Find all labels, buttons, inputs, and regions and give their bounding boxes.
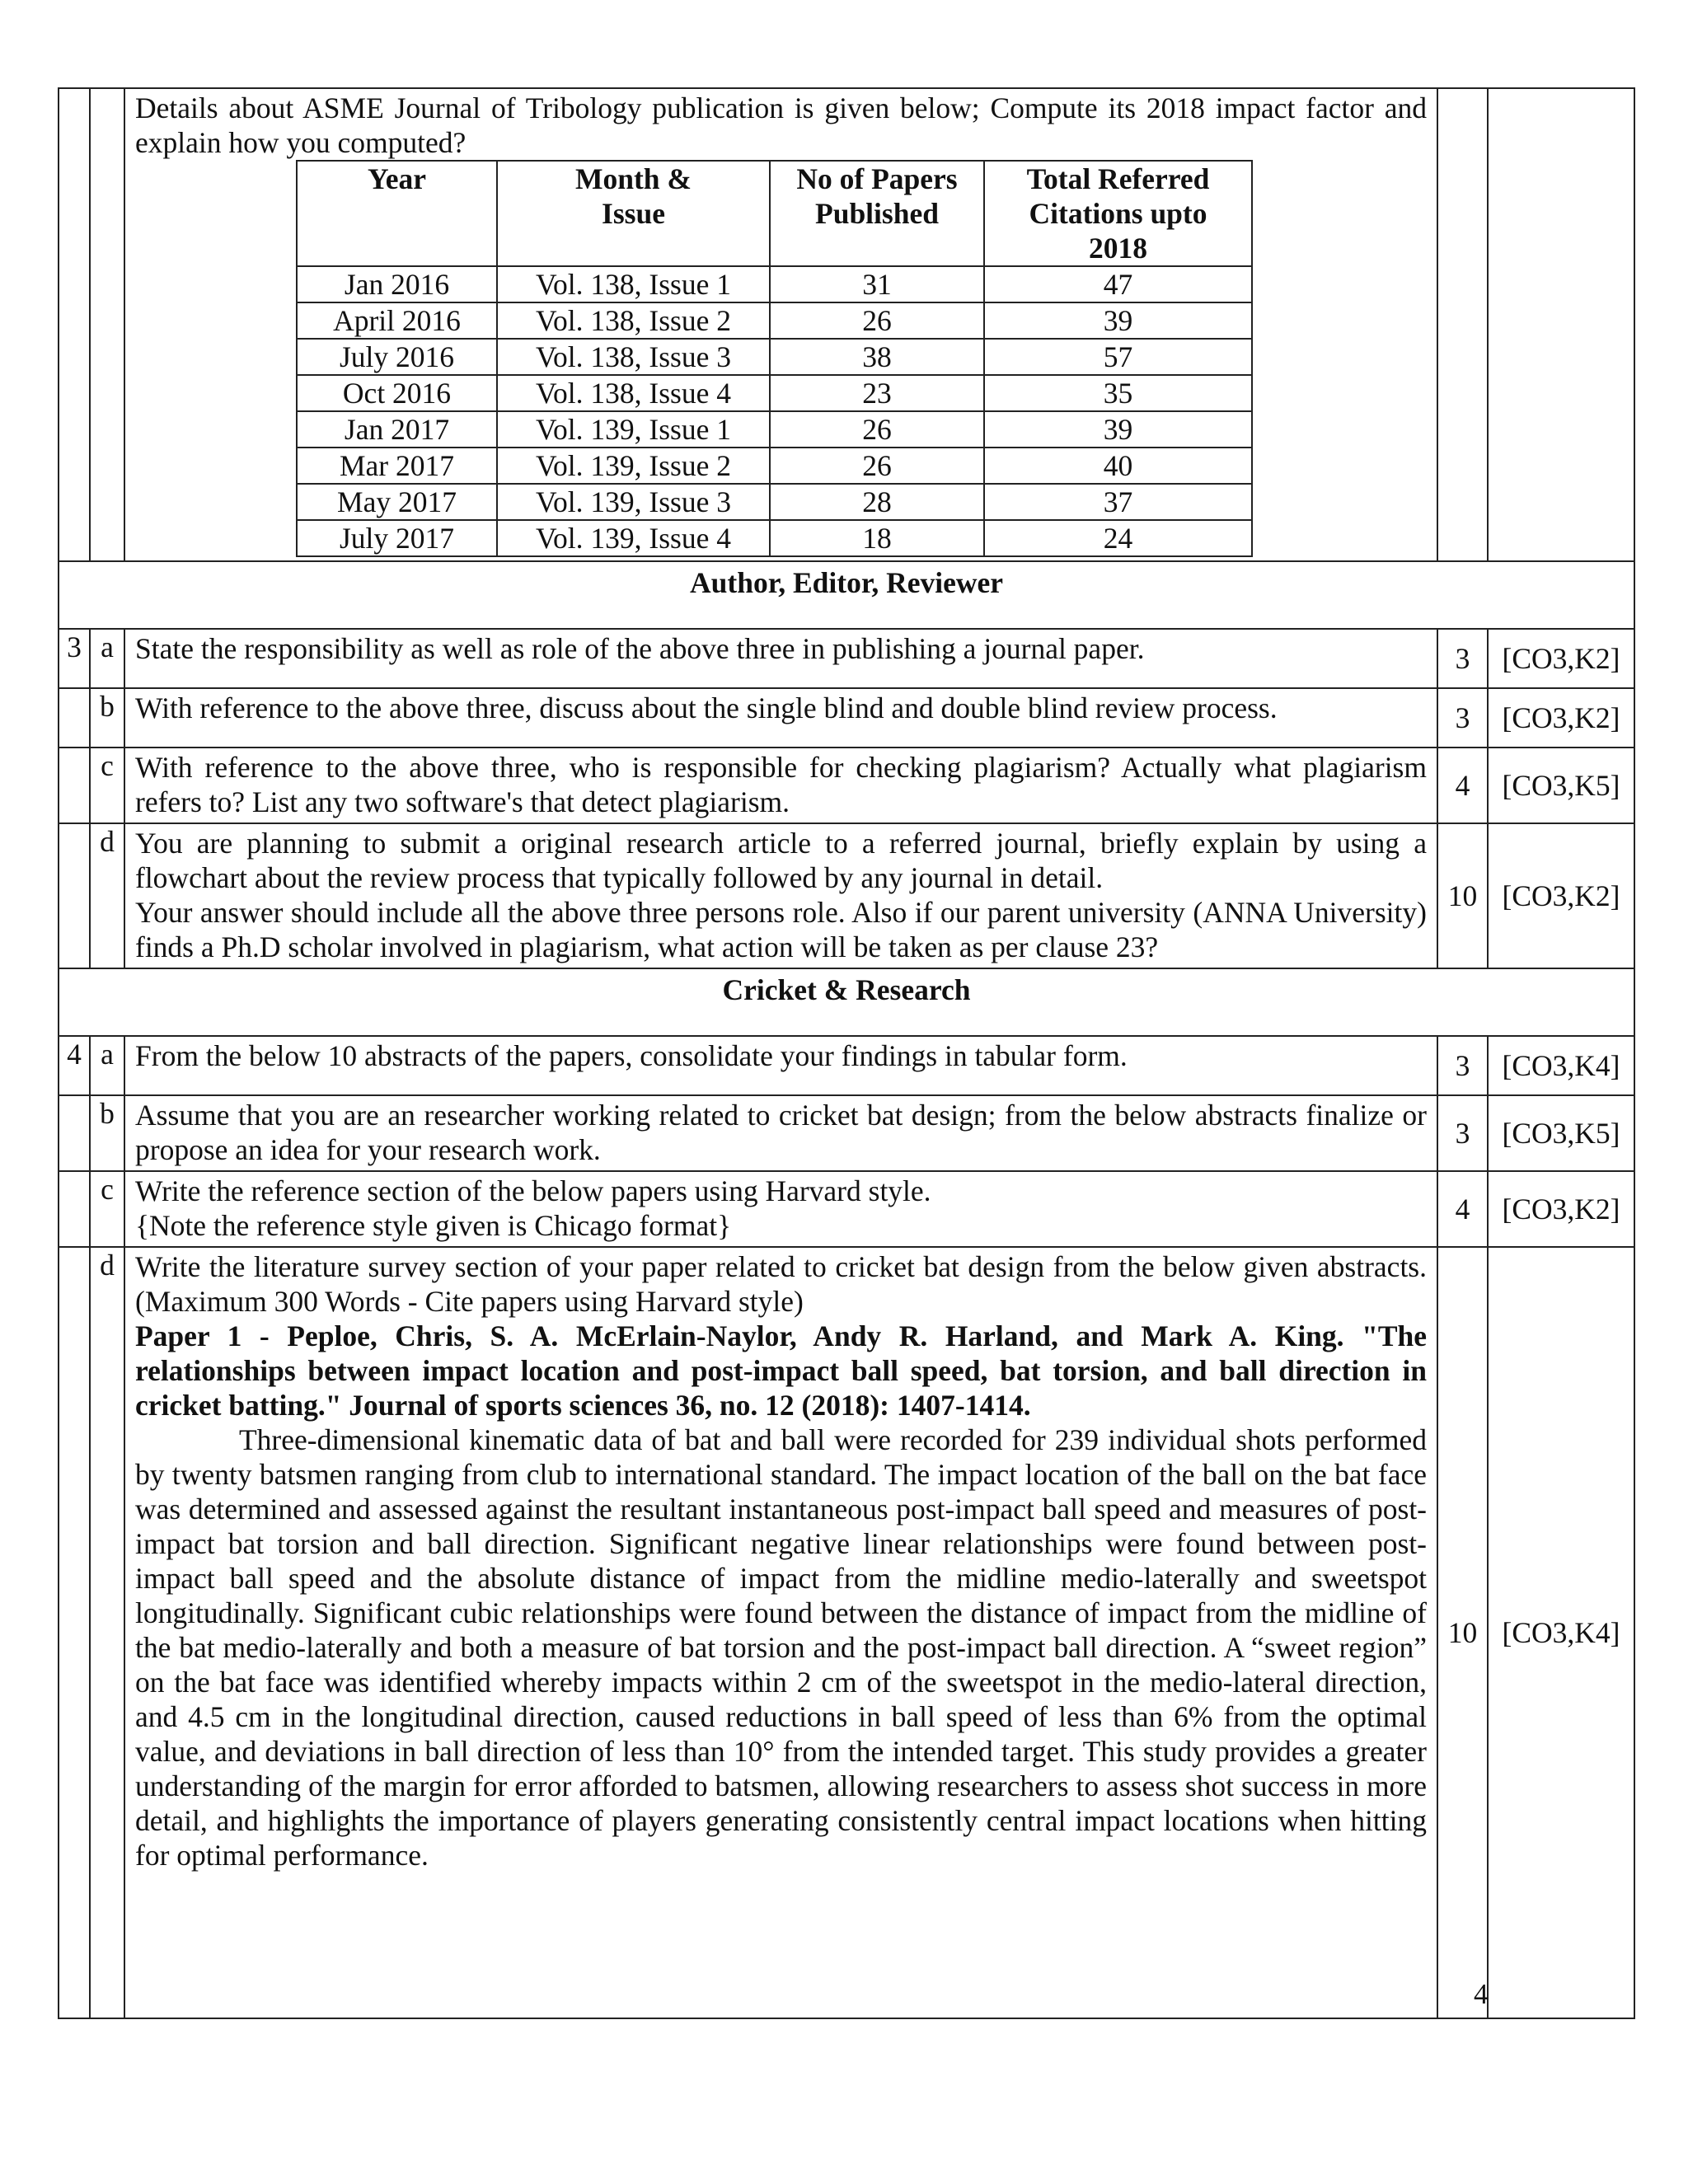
q4c-label: c: [90, 1171, 124, 1247]
q3c-row: [59, 748, 1634, 823]
q4c-text-1: Write the reference section of the below papers using Harvard style.: [135, 1174, 931, 1207]
q4c-text-2: {Note the reference style given is Chicago format}: [135, 1209, 732, 1242]
cell-month-issue: Vol. 138, Issue 1: [497, 266, 770, 302]
q3b-label: b: [90, 688, 124, 748]
cell-citations: 40: [984, 448, 1252, 484]
q3b-row: [59, 688, 1634, 748]
q4-number: 4: [59, 1036, 90, 1095]
q4b-label: b: [90, 1095, 124, 1171]
q3d-marks: 10: [1437, 823, 1488, 968]
citation-row: [297, 375, 1252, 411]
q2-label-cell: [90, 88, 124, 561]
cell-year: May 2017: [297, 484, 497, 520]
cell-citations: 24: [984, 520, 1252, 556]
cell-month-issue: Vol. 138, Issue 2: [497, 302, 770, 339]
cell-year: Jan 2017: [297, 411, 497, 448]
citation-table: [296, 160, 1253, 557]
q4d-marks: 10: [1437, 1247, 1488, 2018]
q3d-text-1: You are planning to submit a original research article to a referred journal, briefly explain by using a flowchart about the review process that typically followed by any journal in detail.: [135, 827, 1427, 894]
cell-papers: 23: [770, 375, 984, 411]
cell-citations: 37: [984, 484, 1252, 520]
q3a-row: [59, 629, 1634, 688]
citation-table-header: [297, 161, 1252, 266]
cell-citations: 39: [984, 302, 1252, 339]
citation-row: [297, 339, 1252, 375]
q4a-label: a: [90, 1036, 124, 1095]
cell-citations: 57: [984, 339, 1252, 375]
q4d-label: d: [90, 1247, 124, 2018]
header-citations: Total Referred Citations upto 2018: [984, 161, 1252, 266]
q2-intro: Details about ASME Journal of Tribology publication is given below; Compute its 2018 impact factor and explain how you computed?: [135, 91, 1427, 159]
q4a-text: From the below 10 abstracts of the papers, consolidate your findings in tabular form.: [124, 1036, 1437, 1095]
q2-marks-cell: [1437, 88, 1488, 561]
q4b-text: Assume that you are an researcher working related to cricket bat design; from the below abstracts finalize or propose an idea for your research work.: [124, 1095, 1437, 1171]
section-heading-author-editor-reviewer: Author, Editor, Reviewer: [59, 561, 1634, 629]
cell-papers: 26: [770, 448, 984, 484]
q3-number: 3: [59, 629, 90, 688]
q4a-marks: 3: [1437, 1036, 1488, 1095]
q4d-co: [CO3,K4]: [1488, 1247, 1634, 2018]
q4b-co: [CO3,K5]: [1488, 1095, 1634, 1171]
section-heading-cricket-research: Cricket & Research: [59, 968, 1634, 1036]
q3d-label: d: [90, 823, 124, 968]
q4c-question: [124, 1171, 1437, 1247]
cell-month-issue: Vol. 138, Issue 3: [497, 339, 770, 375]
q4d-row: [59, 1247, 1634, 2018]
page-number: 4: [1474, 1978, 1489, 2010]
cell-citations: 39: [984, 411, 1252, 448]
q3c-text: With reference to the above three, who is responsible for checking plagiarism? Actually what plagiarism refers to? List any two software's that detect plagiarism.: [124, 748, 1437, 823]
cell-year: July 2016: [297, 339, 497, 375]
citation-row: [297, 484, 1252, 520]
cell-papers: 28: [770, 484, 984, 520]
citation-row: [297, 411, 1252, 448]
citation-row: [297, 448, 1252, 484]
cell-month-issue: Vol. 139, Issue 4: [497, 520, 770, 556]
header-month-issue: Month & Issue: [497, 161, 770, 266]
q3c-co: [CO3,K5]: [1488, 748, 1634, 823]
q3b-co: [CO3,K2]: [1488, 688, 1634, 748]
cell-month-issue: Vol. 138, Issue 4: [497, 375, 770, 411]
citation-row: [297, 266, 1252, 302]
q2-co-cell: [1488, 88, 1634, 561]
cell-year: Oct 2016: [297, 375, 497, 411]
cell-papers: 26: [770, 302, 984, 339]
q4d-text: Write the literature survey section of your paper related to cricket bat design from the below given abstracts. (Maximum 300 Words - Cite papers using Harvard style): [135, 1250, 1427, 1318]
q3c-marks: 4: [1437, 748, 1488, 823]
paper-1-title: Paper 1 - Peploe, Chris, S. A. McErlain-Naylor, Andy R. Harland, and Mark A. King. "The relationships between impact location and post-impact ball speed, bat torsion, and ball direction in cricket batting." Journal of sports sciences 36, no. 12 (2018): 1407-1414.: [135, 1319, 1427, 1422]
q3a-co: [CO3,K2]: [1488, 629, 1634, 688]
q3d-row: [59, 823, 1634, 968]
q4a-co: [CO3,K4]: [1488, 1036, 1634, 1095]
header-year: Year: [297, 161, 497, 266]
q3b-marks: 3: [1437, 688, 1488, 748]
q4b-row: [59, 1095, 1634, 1171]
q4c-marks: 4: [1437, 1171, 1488, 1247]
cell-year: April 2016: [297, 302, 497, 339]
header-papers: No of Papers Published: [770, 161, 984, 266]
q4b-marks: 3: [1437, 1095, 1488, 1171]
q2-num-cell: [59, 88, 90, 561]
q4a-row: [59, 1036, 1634, 1095]
q3d-text-2: Your answer should include all the above three persons role. Also if our parent university (ANNA University) finds a Ph.D scholar involved in plagiarism, what action will be taken as per clause 23?: [135, 896, 1427, 963]
section-heading-row-2: [59, 968, 1634, 1036]
cell-papers: 26: [770, 411, 984, 448]
q4d-question: [124, 1247, 1437, 2018]
cell-month-issue: Vol. 139, Issue 2: [497, 448, 770, 484]
q4c-co: [CO3,K2]: [1488, 1171, 1634, 1247]
q3b-text: With reference to the above three, discuss about the single blind and double blind review process.: [124, 688, 1437, 748]
cell-papers: 31: [770, 266, 984, 302]
paper-1-abstract: Three-dimensional kinematic data of bat and ball were recorded for 239 individual shots performed by twenty batsmen ranging from club to international standard. The impact location of the ball on the bat face was determined and assessed against the resultant instantaneous post-impact ball speed and measures of post-impact bat torsion and ball direction. Significant negative linear relationships were found between post-impact ball speed and the absolute distance of impact from the midline medio-laterally and sweetspot longitudinally. Significant cubic relationships were found between the distance of impact from the midline of the bat medio-laterally and both a measure of bat torsion and the post-impact ball direction. A “sweet region” on the bat face was identified whereby impacts within 2 cm of the sweetspot in the medio-lateral direction, and 4.5 cm in the longitudinal direction, caused reductions in ball speed of less than 6% from the optimal value, and deviations in ball direction of less than 10° from the intended target. This study provides a greater understanding of the margin for error afforded to batsmen, allowing researchers to assess shot success in more detail, and highlights the importance of players generating consistently central impact locations when hitting for optimal performance.: [135, 1423, 1427, 1872]
cell-year: Mar 2017: [297, 448, 497, 484]
section-heading-row: [59, 561, 1634, 629]
citation-row: [297, 520, 1252, 556]
cell-citations: 35: [984, 375, 1252, 411]
cell-year: Jan 2016: [297, 266, 497, 302]
q3a-text: State the responsibility as well as role of the above three in publishing a journal paper.: [124, 629, 1437, 688]
q2-row: [59, 88, 1634, 561]
cell-citations: 47: [984, 266, 1252, 302]
q3c-label: c: [90, 748, 124, 823]
q3a-marks: 3: [1437, 629, 1488, 688]
cell-papers: 18: [770, 520, 984, 556]
cell-month-issue: Vol. 139, Issue 3: [497, 484, 770, 520]
cell-year: July 2017: [297, 520, 497, 556]
citation-row: [297, 302, 1252, 339]
q2-question: [124, 88, 1437, 561]
q4c-row: [59, 1171, 1634, 1247]
cell-month-issue: Vol. 139, Issue 1: [497, 411, 770, 448]
cell-papers: 38: [770, 339, 984, 375]
q3d-question: [124, 823, 1437, 968]
q3d-co: [CO3,K2]: [1488, 823, 1634, 968]
q3a-label: a: [90, 629, 124, 688]
question-table: [58, 87, 1635, 2019]
